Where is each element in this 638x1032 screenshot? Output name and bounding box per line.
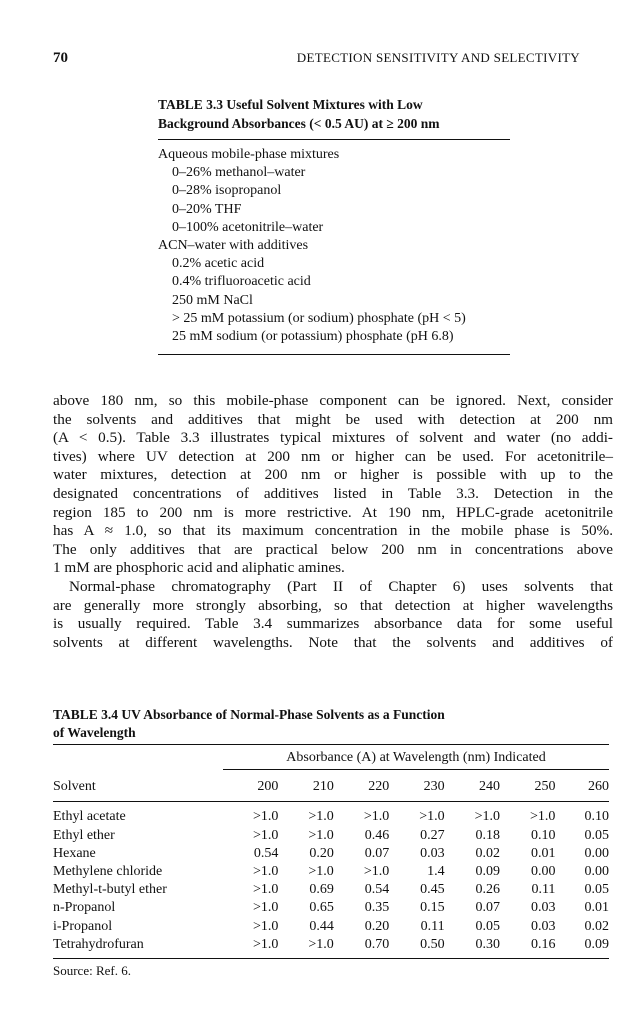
table-3-3-group-heading: Aqueous mobile-phase mixtures — [158, 147, 340, 162]
absorbance-cell: 0.07 — [364, 845, 390, 861]
table-3-3-body — [158, 140, 510, 354]
paragraph-line: designated concentrations of additives listed in Table 3.3. Detection in the — [53, 484, 613, 502]
absorbance-cell: >1.0 — [363, 864, 390, 880]
absorbance-cell: 0.20 — [309, 845, 334, 861]
wavelength-header: 210 — [278, 770, 333, 802]
table-3-4-span-header: Absorbance (A) at Wavelength (nm) Indicated — [286, 750, 546, 765]
table-3-3-item: 0–26% methanol–water — [172, 165, 306, 181]
absorbance-cell: 0.70 — [364, 936, 390, 952]
absorbance-cell: >1.0 — [308, 864, 334, 880]
absorbance-cell: 0.15 — [420, 900, 445, 916]
absorbance-cell: 0.30 — [475, 936, 501, 952]
absorbance-cell: >1.0 — [253, 918, 279, 934]
paragraph-line: region 185 to 200 nm is more restrictive. At 190 nm, HPLC-grade acetonitrile — [53, 503, 613, 521]
table-row — [53, 802, 609, 826]
table-3-3-item: 0–20% THF — [172, 201, 242, 217]
table-row — [53, 827, 609, 845]
table-3-3-item: 0–100% acetonitrile–water — [172, 219, 324, 235]
paragraph-line: solvents at different wavelengths. Note that the solvents and additives of — [53, 633, 613, 651]
absorbance-cell: 0.09 — [584, 936, 609, 952]
absorbance-cell: 0.07 — [475, 900, 501, 916]
absorbance-cell: 0.10 — [584, 809, 609, 825]
wavelength-header: 260 — [555, 770, 609, 802]
table-row — [53, 936, 609, 959]
paragraph-line: Normal-phase chromatography (Part II of Chapter 6) uses solvents that — [69, 578, 613, 595]
absorbance-cell: 0.54 — [253, 845, 279, 861]
wavelength-header: 240 — [445, 770, 500, 802]
wavelength-header: 220 — [334, 770, 389, 802]
table-3-4-caption-line: of Wavelength — [53, 725, 136, 740]
table-3-4-caption-line: TABLE 3.4 UV Absorbance of Normal-Phase Solvents as a Function — [53, 707, 445, 722]
absorbance-cell: 0.00 — [530, 864, 556, 880]
table-3-4-source — [53, 963, 131, 979]
absorbance-cell: 0.09 — [475, 864, 501, 880]
table-3-3-group-heading: ACN–water with additives — [158, 238, 309, 254]
absorbance-cell: 0.16 — [530, 936, 556, 952]
solvent-name: Hexane — [53, 845, 96, 861]
paragraph-line: tives) where UV detection at 200 nm or higher can be used. For acetonitrile– — [53, 447, 613, 465]
absorbance-cell: 0.11 — [420, 918, 445, 934]
table-3-4 — [53, 744, 609, 959]
absorbance-cell: 0.02 — [475, 845, 501, 861]
source-note: Source: Ref. 6. — [53, 963, 131, 978]
absorbance-cell: >1.0 — [308, 809, 334, 825]
absorbance-cell: >1.0 — [253, 864, 279, 880]
table-row — [53, 863, 609, 881]
absorbance-cell: 0.54 — [364, 882, 390, 898]
paragraph-line: is usually required. Table 3.4 summarizes absorbance data for some useful — [53, 615, 613, 633]
absorbance-cell: 0.27 — [420, 827, 445, 843]
paragraph-line: 1 mM are phosphoric acid and aliphatic amines. — [53, 559, 345, 577]
wavelength-header: 250 — [500, 770, 555, 802]
absorbance-cell: 0.46 — [364, 827, 390, 843]
solvent-name: i-Propanol — [53, 918, 113, 934]
absorbance-cell: 0.02 — [584, 918, 609, 934]
absorbance-cell: 0.44 — [309, 918, 334, 934]
table-row — [53, 918, 609, 936]
absorbance-cell: 0.03 — [530, 918, 556, 934]
absorbance-cell: >1.0 — [253, 827, 279, 843]
paragraph-line: water mixtures, detection at 200 nm or higher is possible with up to the — [53, 466, 613, 484]
absorbance-cell: >1.0 — [253, 900, 279, 916]
absorbance-cell: 0.26 — [475, 882, 501, 898]
absorbance-cell: 0.35 — [364, 900, 390, 916]
absorbance-cell: >1.0 — [530, 809, 556, 825]
absorbance-cell: 1.4 — [427, 864, 445, 880]
absorbance-cell: 0.18 — [475, 827, 501, 843]
body-paragraph-1 — [53, 392, 613, 578]
absorbance-cell: 0.00 — [584, 845, 609, 861]
wavelength-header: 200 — [223, 770, 278, 802]
absorbance-cell: 0.05 — [584, 882, 609, 898]
running-head: DETECTION SENSITIVITY AND SELECTIVITY — [296, 50, 580, 65]
solvent-name: Ethyl ether — [53, 827, 115, 843]
absorbance-cell: 0.03 — [530, 900, 556, 916]
absorbance-cell: 0.20 — [364, 918, 390, 934]
absorbance-cell: 0.01 — [530, 845, 556, 861]
wavelength-header: 230 — [389, 770, 444, 802]
table-3-3-caption-line: Background Absorbances (< 0.5 AU) at ≥ 200 nm — [158, 116, 440, 131]
absorbance-cell: 0.03 — [420, 845, 445, 861]
absorbance-cell: >1.0 — [308, 936, 334, 952]
absorbance-cell: 0.50 — [420, 936, 445, 952]
absorbance-cell: 0.69 — [309, 882, 334, 898]
paragraph-line: has A ≈ 1.0, so that its maximum concentration in the mobile phase is 50%. — [53, 522, 613, 540]
absorbance-cell: >1.0 — [308, 827, 334, 843]
absorbance-cell: >1.0 — [474, 809, 501, 825]
table-3-3-caption-line: TABLE 3.3 Useful Solvent Mixtures with Low — [158, 97, 423, 112]
solvent-name: Tetrahydrofuran — [53, 936, 144, 952]
paragraph-line: the solvents and additives that might be used with detection at 200 nm — [53, 410, 613, 428]
table-3-3 — [158, 95, 510, 355]
paragraph-line: The only additives that are practical below 200 nm in concentrations above — [53, 540, 613, 558]
absorbance-cell: >1.0 — [363, 809, 390, 825]
absorbance-cell: >1.0 — [253, 809, 279, 825]
table-3-3-item: 0–28% isopropanol — [172, 183, 282, 199]
table-row — [53, 899, 609, 917]
absorbance-cell: 0.65 — [309, 900, 334, 916]
table-row — [53, 845, 609, 863]
paragraph-line: are generally more strongly absorbing, so that detection at higher wavelengths — [53, 596, 613, 614]
absorbance-cell: >1.0 — [253, 936, 279, 952]
table-3-3-item: 250 mM NaCl — [172, 292, 253, 308]
table-row — [53, 881, 609, 899]
absorbance-cell: >1.0 — [253, 882, 279, 898]
absorbance-cell: 0.05 — [584, 827, 609, 843]
solvent-name: n-Propanol — [53, 900, 116, 916]
body-paragraph-2 — [53, 578, 613, 652]
absorbance-cell: 0.45 — [420, 882, 445, 898]
table-3-3-caption — [158, 95, 510, 133]
table-3-3-item: 0.4% trifluoroacetic acid — [172, 274, 311, 290]
table-3-3-bottom-rule — [158, 354, 510, 355]
absorbance-cell: 0.11 — [531, 882, 556, 898]
table-3-4-solvent-header: Solvent — [53, 778, 96, 794]
absorbance-cell: 0.10 — [530, 827, 556, 843]
absorbance-cell: 0.01 — [584, 900, 609, 916]
solvent-name: Ethyl acetate — [53, 809, 126, 825]
solvent-name: Methylene chloride — [53, 864, 163, 880]
paragraph-line: above 180 nm, so this mobile-phase component can be ignored. Next, consider — [53, 392, 613, 409]
table-3-3-item: 25 mM sodium (or potassium) phosphate (pH 6.8) — [172, 329, 454, 345]
absorbance-cell: 0.05 — [475, 918, 501, 934]
absorbance-cell: 0.00 — [584, 864, 609, 880]
table-3-4-header-row — [53, 770, 609, 802]
page-number: 70 — [53, 50, 68, 66]
table-3-3-item: > 25 mM potassium (or sodium) phosphate (pH < 5) — [172, 310, 466, 326]
solvent-name: Methyl-t-butyl ether — [53, 882, 167, 898]
paragraph-line: (A < 0.5). Table 3.3 illustrates typical mixtures of solvent and water (no addi- — [53, 429, 613, 447]
table-3-4-caption — [53, 706, 613, 742]
absorbance-cell: >1.0 — [419, 809, 445, 825]
table-3-3-item: 0.2% acetic acid — [172, 256, 265, 272]
